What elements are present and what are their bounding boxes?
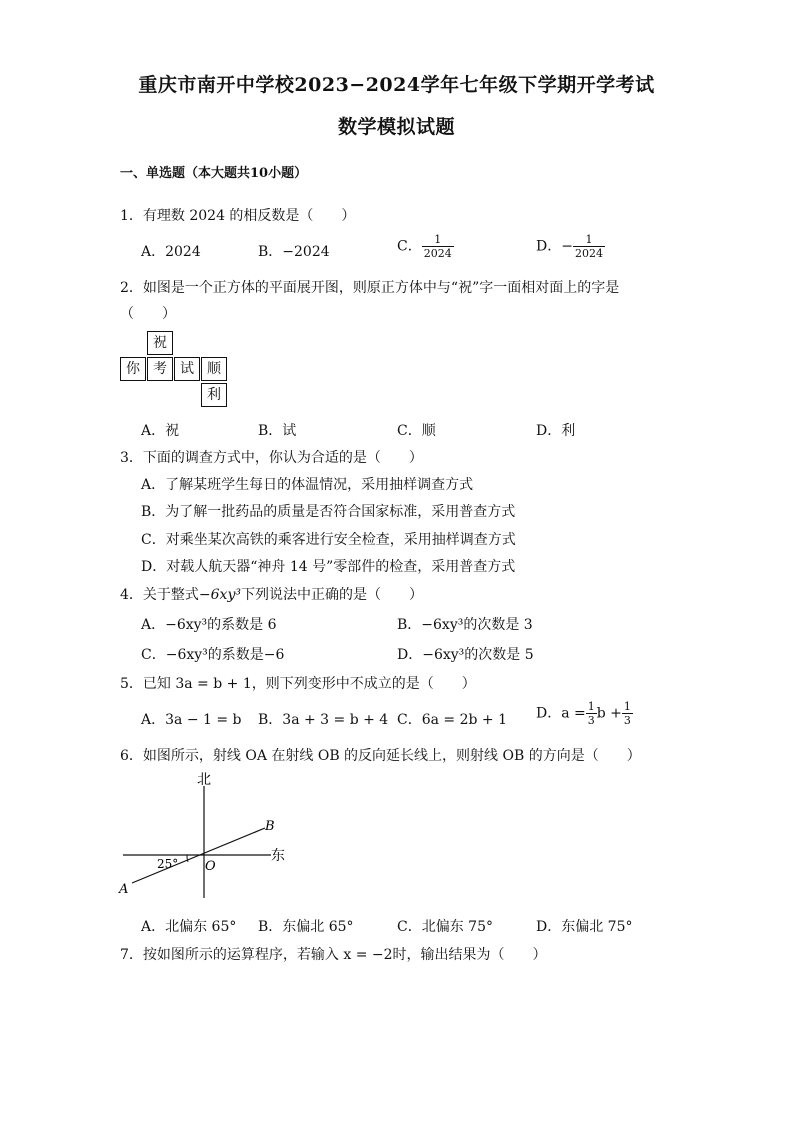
q2-option-c: C．顺 xyxy=(397,423,436,439)
question-1-stem: 1．有理数 2024 的相反数是（ ） xyxy=(120,208,356,224)
point-a-label: A xyxy=(119,882,129,897)
east-label: 东 xyxy=(271,848,285,864)
question-7-stem: 7．按如图所示的运算程序，若输入 x = −2时，输出结果为（ ） xyxy=(120,947,547,963)
q1-option-a: A．2024 xyxy=(141,244,201,260)
q6-option-c: C．北偏东 75° xyxy=(397,919,493,935)
section-heading: 一、单选题（本大题共10小题） xyxy=(120,166,308,181)
q3-option-c: C．对乘坐某次高铁的乘客进行安全检查，采用抽样调查方式 xyxy=(141,532,516,548)
q3-option-d: D．对载人航天器“神舟 14 号”零部件的检查，采用普查方式 xyxy=(141,559,516,575)
question-2-stem: 2．如图是一个正方体的平面展开图，则原正方体中与“祝”字一面相对面上的字是 xyxy=(120,280,620,296)
q1-d-prefix: D．− xyxy=(536,238,573,255)
q3-option-a: A．了解某班学生每日的体温情况，采用抽样调查方式 xyxy=(141,477,474,493)
q5-d-frac2-den: 3 xyxy=(623,714,631,727)
net-cell-1: 你 xyxy=(120,357,146,381)
q5-d-frac1-den: 3 xyxy=(587,714,595,727)
q5-option-a: A．3a − 1 = b xyxy=(141,712,242,728)
q1-c-num: 1 xyxy=(422,233,454,247)
direction-figure xyxy=(115,768,315,908)
question-6-stem: 6．如图所示，射线 OA 在射线 OB 的反向延长线上，则射线 OB 的方向是（ ） xyxy=(120,748,641,764)
net-cell-3: 试 xyxy=(174,357,200,381)
q4-option-d: D．−6xy³的次数是 5 xyxy=(397,647,534,663)
q5-option-d xyxy=(536,700,633,727)
q1-option-b: B．−2024 xyxy=(258,244,330,260)
q6-option-d: D．东偏北 75° xyxy=(536,919,633,935)
q6-option-b: B．东偏北 65° xyxy=(258,919,354,935)
q1-d-den: 2024 xyxy=(574,247,603,260)
question-4-stem xyxy=(120,584,423,604)
q2-option-d: D．利 xyxy=(536,423,576,439)
net-cell-top: 祝 xyxy=(147,331,173,355)
q6-option-a: A．北偏东 65° xyxy=(141,919,237,935)
q5-d-prefix: D．a = xyxy=(536,705,586,722)
exam-subtitle: 数学模拟试题 xyxy=(337,116,455,138)
q1-option-c xyxy=(397,233,454,260)
q5-d-mid: b + xyxy=(596,705,622,722)
q1-d-num: 1 xyxy=(573,233,605,247)
q1-c-den: 2024 xyxy=(423,247,452,260)
point-o-label: O xyxy=(205,859,216,874)
question-2-stem-cont: （ ） xyxy=(120,306,176,322)
q1-d-fraction xyxy=(573,233,605,260)
angle-label: 25° xyxy=(157,857,179,871)
q4-expression: −6xy³ xyxy=(198,587,241,603)
north-label: 北 xyxy=(197,772,211,788)
cube-net-figure xyxy=(120,331,228,409)
net-cell-4: 顺 xyxy=(201,357,227,381)
question-5-stem: 5．已知 3a = b + 1，则下列变形中不成立的是（ ） xyxy=(120,676,476,692)
exam-title: 重庆市南开中学校2023−2024学年七年级下学期开学考试 xyxy=(138,74,655,96)
q4-option-c: C．−6xy³的系数是−6 xyxy=(141,647,285,663)
q5-d-frac1-num: 1 xyxy=(587,700,595,713)
q5-d-frac2-num: 1 xyxy=(623,700,631,713)
q5-d-frac1 xyxy=(586,700,597,727)
q1-option-d xyxy=(536,233,605,260)
q5-option-b: B．3a + 3 = b + 4 xyxy=(258,712,389,728)
q2-option-b: B．试 xyxy=(258,423,297,439)
q4-option-b: B．−6xy³的次数是 3 xyxy=(397,617,533,633)
net-cell-bottom: 利 xyxy=(201,383,227,407)
angle-arc xyxy=(187,855,188,862)
q1-c-fraction xyxy=(422,233,454,260)
net-cell-2: 考 xyxy=(147,357,173,381)
q4-stem-pre: 4．关于整式 xyxy=(120,587,199,603)
q2-option-a: A．祝 xyxy=(141,423,180,439)
q3-option-b: B．为了解一批药品的质量是否符合国家标准，采用普查方式 xyxy=(141,504,516,520)
question-3-stem: 3．下面的调查方式中，你认为合适的是（ ） xyxy=(120,450,423,466)
q4-option-a: A．−6xy³的系数是 6 xyxy=(141,617,277,633)
q4-stem-post: 下列说法中正确的是（ ） xyxy=(240,587,423,603)
q1-c-prefix: C． xyxy=(397,238,422,255)
q5-option-c: C．6a = 2b + 1 xyxy=(397,712,508,728)
point-b-label: B xyxy=(265,819,275,834)
q5-d-frac2 xyxy=(622,700,633,727)
